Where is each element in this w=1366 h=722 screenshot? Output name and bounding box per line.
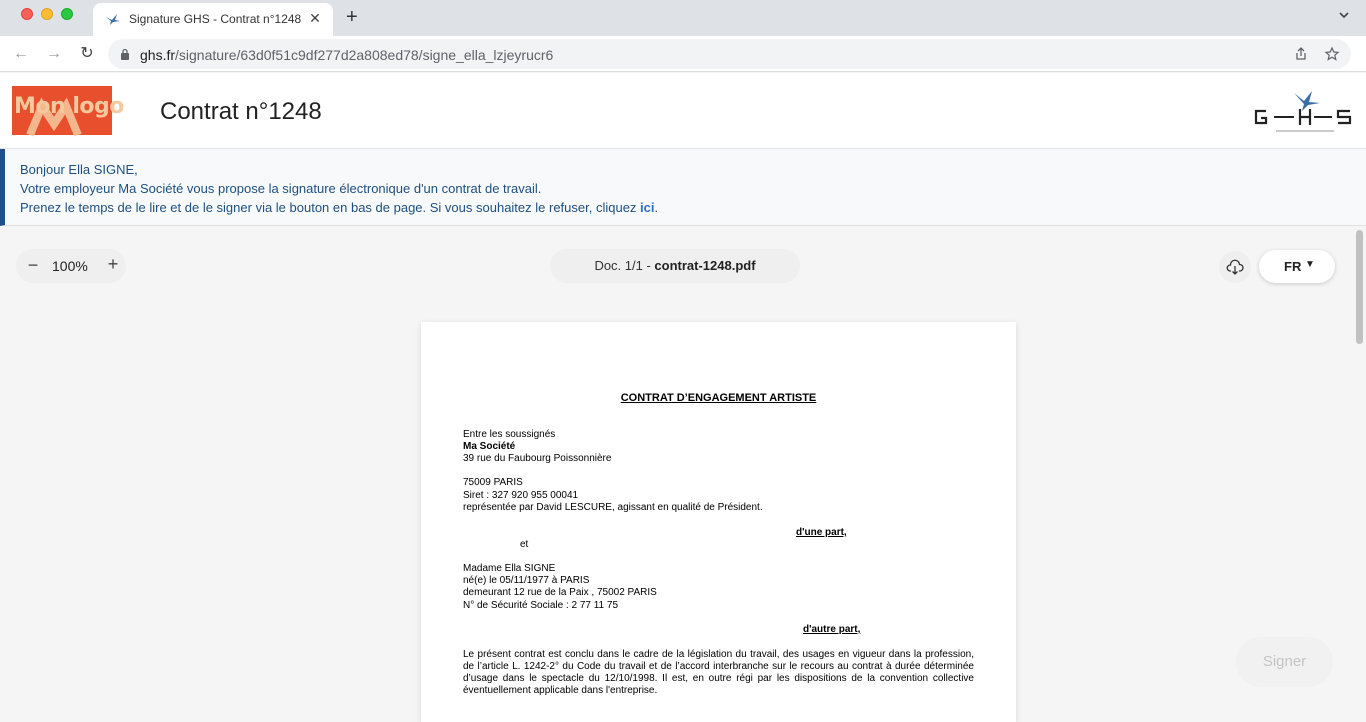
doc-line: 39 rue du Faubourg Poissonnière — [463, 453, 612, 464]
browser-tab-bar — [0, 0, 1366, 36]
scrollbar-thumb[interactable] — [1356, 230, 1363, 344]
download-button[interactable] — [1219, 251, 1251, 283]
doc-line: et — [520, 539, 529, 550]
doc-line: N° de Sécurité Sociale : 2 77 11 75 — [463, 600, 619, 611]
window-minimize-button[interactable] — [41, 8, 53, 20]
doc-line: Entre les soussignés — [463, 429, 556, 440]
banner-instructions: Prenez le temps de le lire et de le signer via le bouton en bas de page. Si vous souhaitez le refuser, cliquez ici. — [20, 200, 659, 215]
reload-button[interactable]: ↻ — [80, 45, 94, 62]
window-close-button[interactable] — [21, 8, 33, 20]
browser-toolbar — [0, 36, 1366, 72]
chevron-down-icon[interactable] — [1338, 9, 1350, 21]
doc-line: Ma Société — [463, 441, 516, 452]
caret-down-icon: ▼ — [1305, 259, 1315, 270]
doc-paragraph: Le présent contrat est conclu dans le cadre de la législation du travail, des usages en vigueur dans la profession, de l’article L. 1242-2° du Code du travail et de l’accord interbranche sur le recours au contrat à durée déterminée d’usage dans le spectacle du 12/10/1998. Il est, en outre régi par les dispositions de la convention collective éventuellement applicable dans l'entreprise. — [463, 649, 974, 696]
window-maximize-button[interactable] — [61, 8, 73, 20]
language-select[interactable] — [1259, 250, 1335, 283]
zoom-level: 100% — [52, 258, 88, 274]
company-logo — [12, 86, 124, 135]
page-title: Contrat n°1248 — [160, 98, 322, 125]
share-icon[interactable] — [1293, 46, 1309, 62]
doc-line: représentée par David LESCURE, agissant en qualité de Président. — [463, 502, 763, 513]
tab-title: Signature GHS - Contrat n°1248 — [129, 12, 302, 26]
zoom-out-button[interactable]: − — [27, 255, 39, 275]
logo-text: Mon logo — [14, 94, 124, 119]
doc-line: d'autre part, — [803, 624, 861, 635]
cloud-download-icon — [1226, 258, 1244, 276]
document-page — [421, 322, 1016, 722]
banner-message: Votre employeur Ma Société vous propose la signature électronique d'un contrat de travail. — [20, 181, 542, 196]
document-name: Doc. 1/1 - contrat-1248.pdf — [550, 249, 800, 283]
doc-line: Madame Ella SIGNE — [463, 563, 556, 574]
address-bar[interactable] — [108, 39, 1351, 69]
language-value: FR — [1284, 259, 1302, 274]
doc-line: né(e) le 05/11/1977 à PARIS — [463, 575, 590, 586]
zoom-in-button[interactable]: + — [107, 254, 119, 274]
back-button[interactable]: ← — [13, 45, 29, 62]
url-text[interactable]: ghs.fr/signature/63d0f51c9df277d2a808ed78/signe_ella_lzjeyrucr6 — [140, 47, 554, 63]
doc-line: d'une part, — [796, 527, 847, 538]
app-header — [0, 73, 1366, 149]
browser-tab[interactable] — [93, 3, 333, 36]
scrollbar[interactable] — [1353, 226, 1366, 699]
document-title: CONTRAT D’ENGAGEMENT ARTISTE — [620, 392, 817, 404]
doc-line: Siret : 327 920 955 00041 — [463, 490, 579, 501]
doc-line: demeurant 12 rue de la Paix , 75002 PARIS — [463, 587, 657, 598]
bookmark-star-icon[interactable] — [1324, 46, 1340, 62]
zoom-control — [16, 249, 126, 283]
new-tab-button[interactable]: + — [346, 6, 358, 28]
ghs-bird-icon — [105, 11, 121, 27]
doc-line: 75009 PARIS — [463, 477, 523, 488]
lock-icon — [120, 48, 130, 60]
info-banner — [0, 149, 1366, 226]
banner-greeting: Bonjour Ella SIGNE, — [20, 162, 138, 177]
refuse-link[interactable]: ici — [640, 200, 655, 215]
close-icon[interactable]: ✕ — [309, 10, 321, 26]
ghs-logo-icon — [1254, 87, 1354, 137]
forward-button[interactable]: → — [46, 45, 62, 62]
sign-button[interactable]: Signer — [1236, 637, 1333, 687]
